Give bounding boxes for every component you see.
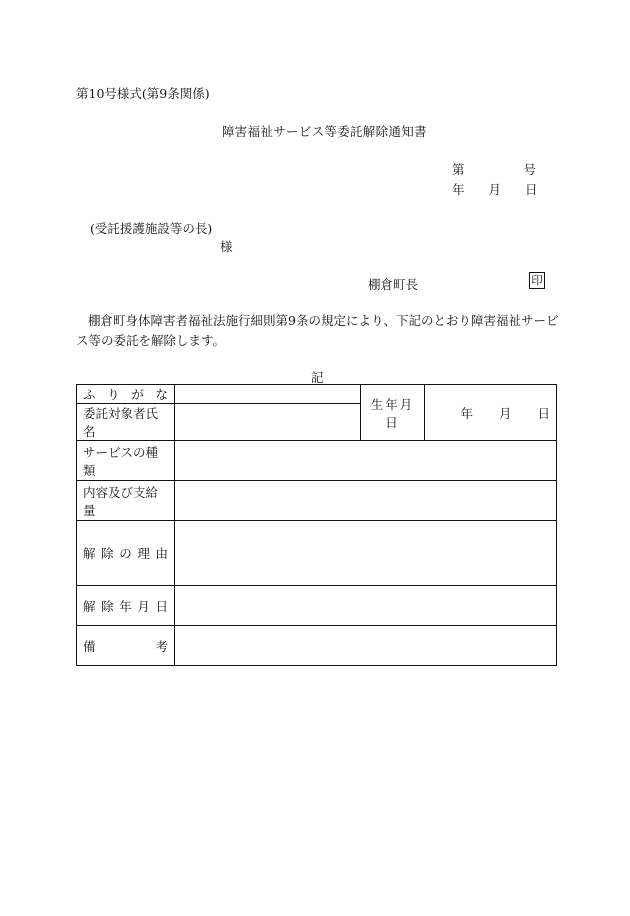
reason-char: 理 [137, 546, 150, 561]
issue-date-line [452, 180, 538, 198]
birth-month: 月 [498, 405, 512, 421]
number-go: 号 [523, 162, 536, 177]
body-text: 棚倉町身体障害者福祉法施行細則第9条の規定により、下記のとおり障害福祉サービス等の委託を解除します。 [76, 313, 559, 348]
date-char: 日 [155, 598, 168, 614]
date-month: 月 [488, 182, 502, 197]
document-number-line [452, 160, 536, 178]
reason-char: 除 [101, 546, 114, 561]
furigana-label [77, 385, 175, 404]
recipient-honorific: 様 [220, 239, 233, 254]
name-field[interactable] [175, 404, 361, 441]
reason-char: 解 [83, 546, 96, 561]
document-title: 障害福祉サービス等委託解除通知書 [222, 124, 427, 139]
remarks-char: 備 [83, 638, 96, 654]
furigana-char: り [107, 387, 120, 402]
sender-title: 棚倉町長 [368, 277, 419, 292]
birth-day: 日 [537, 405, 550, 421]
remarks-label [77, 626, 175, 666]
form-number: 第10号様式(第9条関係) [76, 86, 210, 101]
date-char: 年 [119, 598, 132, 614]
furigana-field[interactable] [175, 385, 361, 404]
date-year: 年 [452, 182, 465, 197]
remarks-field[interactable] [175, 626, 557, 666]
cancellation-reason-field[interactable] [175, 521, 557, 586]
date-day: 日 [525, 182, 538, 197]
name-label: 委託対象者氏名 [77, 404, 175, 441]
furigana-char: ふ [83, 387, 96, 402]
ki-heading: 記 [311, 370, 324, 385]
content-amount-label: 内容及び支給量 [77, 481, 175, 521]
reason-char: 由 [155, 546, 168, 561]
seal-mark: 印 [529, 272, 545, 289]
remarks-char: 考 [155, 638, 168, 654]
cancellation-form-table [76, 384, 557, 666]
cancellation-date-label [77, 586, 175, 626]
date-char: 月 [137, 598, 150, 614]
cancellation-date-field[interactable] [175, 586, 557, 626]
birth-date-label: 生年月日 [361, 385, 425, 441]
service-type-label: サービスの種類 [77, 441, 175, 481]
content-amount-field[interactable] [175, 481, 557, 521]
number-dai: 第 [452, 162, 465, 177]
date-char: 除 [101, 598, 114, 614]
furigana-char: が [131, 387, 144, 402]
birth-date-field[interactable] [425, 385, 557, 441]
reason-char: の [119, 546, 132, 561]
recipient-label: (受託援護施設等の長) [90, 221, 213, 236]
birth-year: 年 [460, 405, 473, 421]
cancellation-reason-label [77, 521, 175, 586]
furigana-char: な [155, 387, 168, 402]
date-char: 解 [83, 598, 96, 614]
service-type-field[interactable] [175, 441, 557, 481]
